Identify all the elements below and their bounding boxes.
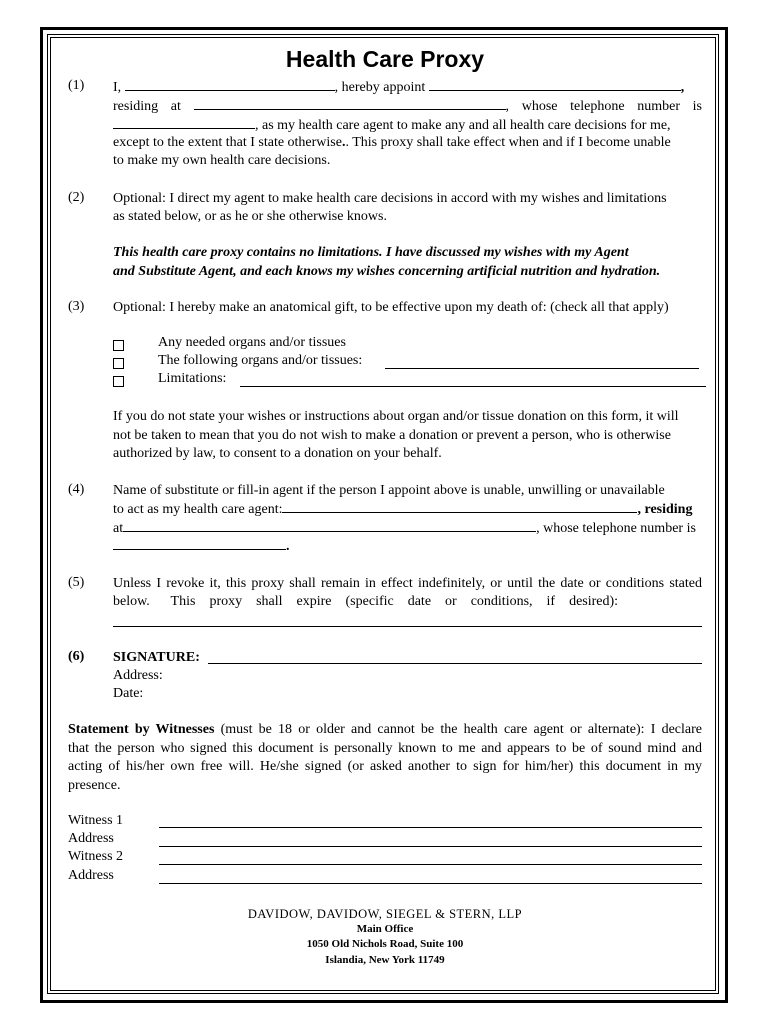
checkbox-limitations-label: Limitations: <box>158 371 227 386</box>
checkbox-following-organs[interactable] <box>113 358 124 369</box>
section-2-number: (2) <box>68 190 85 205</box>
text: , as my health care agent to make any and all health care decisions for me, <box>255 118 671 133</box>
following-organs-field[interactable] <box>385 368 699 369</box>
section-3-para-3: authorized by law, to consent to a donation on your behalf. <box>113 446 442 461</box>
section-4-line-4 <box>113 537 702 557</box>
section-5-number: (5) <box>68 575 85 590</box>
text: I, <box>113 80 122 95</box>
section-1-line-2 <box>113 97 702 117</box>
section-3-line-1: Optional: I hereby make an anatomical gift, to be effective upon my death of: (check all that apply) <box>113 300 669 315</box>
agent-phone-field[interactable] <box>113 116 255 129</box>
section-3-para-2: not be taken to mean that you do not wish to make a donation or prevent a person, who is otherwise <box>113 428 671 443</box>
limitations-field[interactable] <box>240 386 706 387</box>
section-6-number: (6) <box>68 649 85 664</box>
witness-1-address-field[interactable] <box>159 846 702 847</box>
section-2-line-1: Optional: I direct my agent to make health care decisions in accord with my wishes and limitations <box>113 191 667 206</box>
checkbox-limitations[interactable] <box>113 376 124 387</box>
footer-firm-name: DAVIDOW, DAVIDOW, SIEGEL & STERN, LLP <box>247 907 523 921</box>
section-1-line-1 <box>113 78 702 98</box>
agent-name-field[interactable] <box>429 78 681 91</box>
text: . <box>286 539 290 554</box>
substitute-agent-address-field[interactable] <box>123 519 536 532</box>
text: , hereby appoint <box>334 80 426 95</box>
date-label: Date: <box>113 686 144 701</box>
section-2-bold-2: and Substitute Agent, and each knows my wishes concerning artificial nutrition and hydration. <box>113 264 661 279</box>
footer-street: 1050 Old Nichols Road, Suite 100 <box>306 938 464 950</box>
text: residing at <box>113 99 181 114</box>
text: . This proxy shall take effect when and if I become unable <box>345 135 671 150</box>
section-1-line-4: except to the extent that I state otherwise.. This proxy shall take effect when and if I become unable <box>113 135 671 150</box>
section-3-para-1: If you do not state your wishes or instructions about organ and/or tissue donation on this form, it will <box>113 409 679 424</box>
witness-2-address-label: Address <box>68 868 114 883</box>
text: , <box>680 80 685 95</box>
substitute-agent-phone-field[interactable] <box>113 537 286 550</box>
witness-line-4: presence. <box>68 777 121 793</box>
text: (must be 18 or older and cannot be the health care agent or alternate): I declare <box>214 722 702 737</box>
witness-2-field[interactable] <box>159 864 702 865</box>
witness-line-3: acting of his/her own free will. He/she signed (or asked another to sign for him/her) this document in my <box>68 759 702 774</box>
section-4-number: (4) <box>68 482 85 497</box>
section-3-number: (3) <box>68 299 85 314</box>
witness-line-2: that the person who signed this document is personally known to me and appears to be of sound mind and <box>68 740 702 756</box>
section-1-line-3 <box>113 116 702 136</box>
checkbox-any-organs[interactable] <box>113 340 124 351</box>
section-4-line-1: Name of substitute or fill-in agent if the person I appoint above is unable, unwilling or unavailable <box>113 483 665 498</box>
document-title: Health Care Proxy <box>285 46 485 72</box>
witness-2-address-field[interactable] <box>159 883 702 884</box>
principal-name-field[interactable] <box>125 78 335 91</box>
section-2-line-2: as stated below, or as he or she otherwise knows. <box>113 209 387 224</box>
agent-address-field[interactable] <box>194 97 506 110</box>
section-1-number: (1) <box>68 78 85 93</box>
address-label: Address: <box>113 668 163 683</box>
witness-line-1 <box>68 721 702 740</box>
footer-city: Islandia, New York 11749 <box>325 954 445 966</box>
section-5-line-2: below. This proxy shall expire (specific date or conditions, if desired): <box>113 594 619 609</box>
section-5-line-1: Unless I revoke it, this proxy shall remain in effect indefinitely, or until the date or conditions stated <box>113 576 702 591</box>
text: at <box>113 521 124 536</box>
checkbox-following-organs-label: The following organs and/or tissues: <box>158 353 363 368</box>
text: , whose telephone number is <box>536 521 696 536</box>
substitute-agent-name-field[interactable] <box>282 500 637 513</box>
text: , residing <box>637 502 693 517</box>
witness-2-label: Witness 2 <box>68 849 124 864</box>
expiration-field[interactable] <box>113 626 702 627</box>
section-2-bold-1: This health care proxy contains no limitations. I have discussed my wishes with my Agent <box>113 245 629 260</box>
signature-field[interactable] <box>208 663 702 664</box>
witness-1-field[interactable] <box>159 827 702 828</box>
witness-1-label: Witness 1 <box>68 813 124 828</box>
section-4-line-2 <box>113 500 702 520</box>
text: except to the extent that I state otherwise <box>113 135 342 150</box>
signature-label: SIGNATURE: <box>113 650 200 665</box>
text: , whose telephone number is <box>505 99 702 114</box>
footer-office: Main Office <box>356 923 414 935</box>
checkbox-any-organs-label: Any needed organs and/or tissues <box>158 335 346 350</box>
witness-statement <box>68 721 702 795</box>
witness-heading: Statement by Witnesses <box>68 722 215 737</box>
section-1-line-5: to make my own health care decisions. <box>113 153 331 168</box>
witness-1-address-label: Address <box>68 831 114 846</box>
text: to act as my health care agent: <box>113 502 283 517</box>
section-4-line-3 <box>113 519 702 539</box>
